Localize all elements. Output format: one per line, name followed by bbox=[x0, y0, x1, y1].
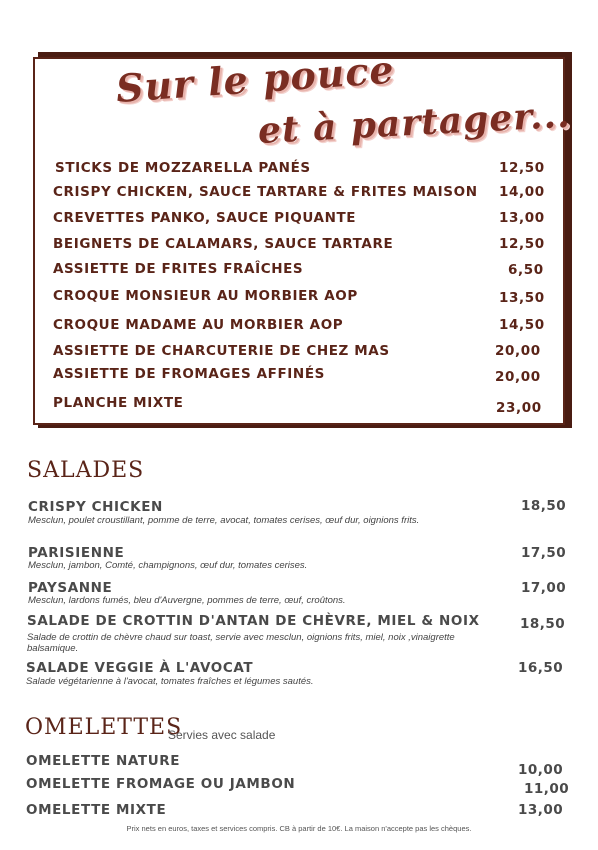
menu-item-price: 12,50 bbox=[499, 236, 545, 252]
omelettes-title: OMELETTES bbox=[25, 715, 183, 740]
salade-price: 18,50 bbox=[520, 616, 566, 632]
salade-price: 17,50 bbox=[521, 545, 567, 561]
menu-item-name: PLANCHE MIXTE bbox=[53, 395, 184, 411]
menu-item-price: 23,00 bbox=[496, 400, 542, 416]
salade-name: SALADE DE CROTTIN D'ANTAN DE CHÈVRE, MIEL & NOIX bbox=[27, 613, 480, 629]
menu-item-name: CROQUE MONSIEUR AU MORBIER AOP bbox=[53, 288, 358, 304]
menu-item-name: CREVETTES PANKO, SAUCE PIQUANTE bbox=[53, 210, 357, 226]
menu-item-name: ASSIETTE DE FRITES FRAÎCHES bbox=[53, 261, 304, 277]
menu-item-name: STICKS DE MOZZARELLA PANÉS bbox=[55, 160, 311, 176]
omelettes-subtitle: Servies avec salade bbox=[168, 728, 276, 742]
salade-description: Salade végétarienne à l'avocat, tomates fraîches et légumes sautés. bbox=[26, 676, 314, 687]
menu-item-name: CROQUE MADAME AU MORBIER AOP bbox=[53, 317, 344, 333]
omelette-name: OMELETTE MIXTE bbox=[26, 802, 167, 818]
salade-name: PARISIENNE bbox=[28, 545, 125, 561]
menu-item-price: 20,00 bbox=[495, 343, 541, 359]
menu-item-price: 13,50 bbox=[499, 290, 545, 306]
salade-name: SALADE VEGGIE À L'AVOCAT bbox=[26, 660, 254, 676]
menu-item-price: 13,00 bbox=[499, 210, 545, 226]
salade-description: Salade de crottin de chèvre chaud sur toast, servie avec mesclun, oignions frits, miel, noix ,vinaigrette balsamique. bbox=[27, 632, 455, 654]
partager-title-line2: et à partager... bbox=[256, 93, 572, 152]
menu-item-name: BEIGNETS DE CALAMARS, SAUCE TARTARE bbox=[53, 236, 394, 252]
menu-item-price: 14,00 bbox=[499, 184, 545, 200]
omelette-name: OMELETTE FROMAGE OU JAMBON bbox=[26, 776, 296, 792]
salade-name: CRISPY CHICKEN bbox=[28, 499, 163, 515]
footer-note: Prix nets en euros, taxes et services compris. CB à partir de 10€. La maison n'accepte pas les chèques. bbox=[126, 824, 472, 833]
menu-item-price: 12,50 bbox=[499, 160, 545, 176]
menu-item-price: 14,50 bbox=[499, 317, 545, 333]
salade-description: Mesclun, poulet croustillant, pomme de terre, avocat, tomates cerises, œuf dur, oignions frits. bbox=[28, 515, 420, 526]
salade-price: 17,00 bbox=[521, 580, 567, 596]
omelette-name: OMELETTE NATURE bbox=[26, 753, 181, 769]
menu-item-price: 6,50 bbox=[508, 262, 544, 278]
salade-description: Mesclun, jambon, Comté, champignons, œuf dur, tomates cerises. bbox=[28, 560, 308, 571]
menu-item-price: 20,00 bbox=[495, 369, 541, 385]
salades-title: SALADES bbox=[27, 458, 145, 483]
menu-item-name: CRISPY CHICKEN, SAUCE TARTARE & FRITES MAISON bbox=[53, 184, 478, 200]
salade-price: 16,50 bbox=[518, 660, 564, 676]
omelette-price: 11,00 bbox=[524, 781, 570, 797]
salade-name: PAYSANNE bbox=[28, 580, 113, 596]
menu-item-name: ASSIETTE DE FROMAGES AFFINÉS bbox=[53, 366, 325, 382]
salade-description: Mesclun, lardons fumés, bleu d'Auvergne, pommes de terre, œuf, croûtons. bbox=[28, 595, 346, 606]
partager-title-line1: Sur le pouce bbox=[114, 46, 396, 111]
salade-price: 18,50 bbox=[521, 498, 567, 514]
omelette-price: 13,00 bbox=[518, 802, 564, 818]
omelette-price: 10,00 bbox=[518, 762, 564, 778]
menu-item-name: ASSIETTE DE CHARCUTERIE DE CHEZ MAS bbox=[53, 343, 390, 359]
